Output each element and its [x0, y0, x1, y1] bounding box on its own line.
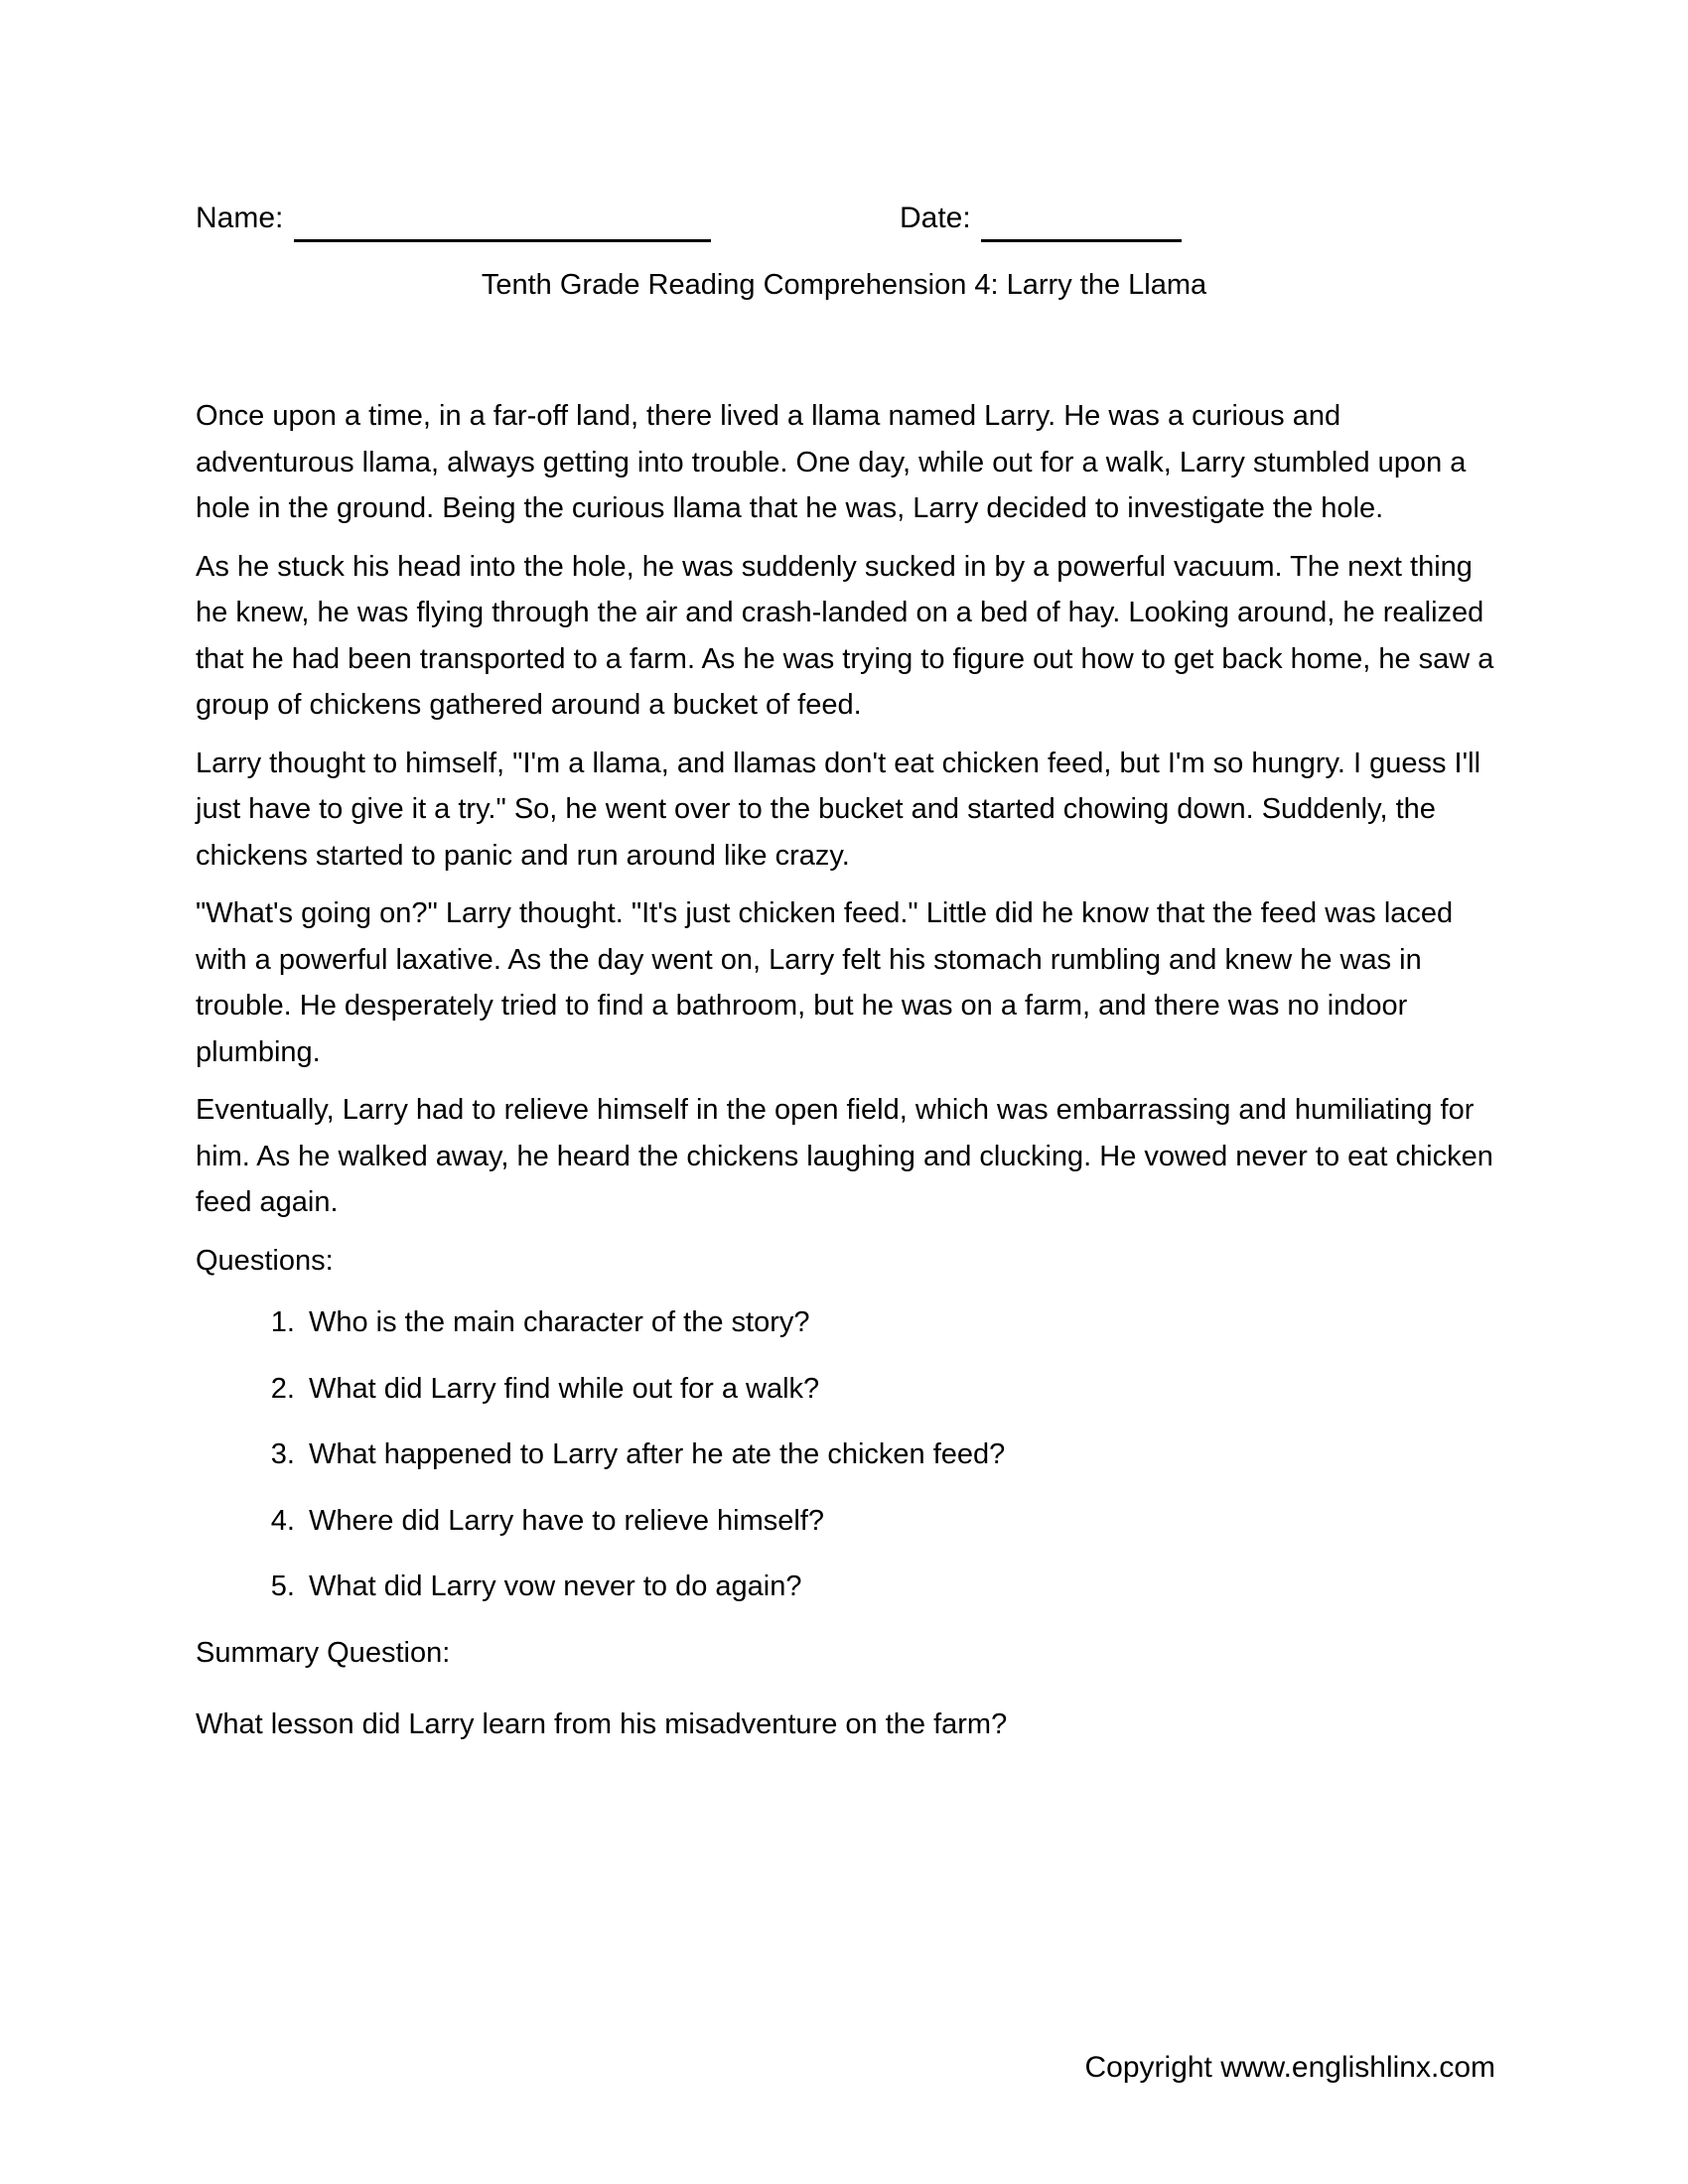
- name-blank-line: [294, 202, 711, 242]
- question-item: 1. Who is the main character of the story?: [303, 1299, 1498, 1346]
- questions-heading: Questions:: [196, 1244, 334, 1277]
- story-paragraph: Once upon a time, in a far-off land, there lived a llama named Larry. He was a curious and adventurous llama, always getting into trouble. One day, while out for a walk, Larry stumbled upon a hole in the ground. Being the curious llama that he was, Larry decided to investigate the hole.: [196, 400, 1467, 524]
- name-field-label: Name:: [196, 202, 284, 234]
- story-paragraph: As he stuck his head into the hole, he was suddenly sucked in by a powerful vacuum. The next thing he knew, he was flying through the air and crash-landed on a bed of hay. Looking around, he realized that he had been transported to a farm. As he was trying to figure out how to get back home, he saw a group of chickens gathered around a bucket of feed.: [196, 550, 1494, 721]
- name-date-header: [0, 202, 1688, 249]
- question-item: 3. What happened to Larry after he ate the chicken feed?: [303, 1432, 1498, 1478]
- copyright-notice: Copyright www.englishlinx.com: [1084, 2051, 1495, 2084]
- story-paragraph: "What's going on?" Larry thought. "It's just chicken feed." Little did he know that the feed was laced with a powerful laxative. As the day went on, Larry felt his stomach rumbling and knew he was in trouble. He desperately tried to find a bathroom, but he was on a farm, and there was no indoor plumbing.: [196, 897, 1454, 1068]
- worksheet-title: Tenth Grade Reading Comprehension 4: Larry the Llama: [481, 269, 1207, 301]
- story-paragraph: Larry thought to himself, "I'm a llama, and llamas don't eat chicken feed, but I'm so hungry. I guess I'll just have to give it a try." So, he went over to the bucket and started chowing down. Suddenly, the chickens started to panic and run around like crazy.: [196, 747, 1481, 872]
- summary-question-heading: Summary Question:: [196, 1636, 451, 1669]
- question-item: 4. Where did Larry have to relieve himself?: [303, 1498, 1498, 1545]
- date-field-label: Date:: [900, 202, 971, 234]
- question-item: 2. What did Larry find while out for a walk?: [303, 1366, 1498, 1413]
- summary-question-text: What lesson did Larry learn from his misadventure on the farm?: [196, 1708, 1008, 1740]
- question-item: 5. What did Larry vow never to do again?: [303, 1564, 1498, 1610]
- questions-list: [196, 1299, 1498, 1610]
- worksheet-body: [196, 393, 1498, 1748]
- story-paragraph: Eventually, Larry had to relieve himself in the open field, which was embarrassing and humiliating for him. As he walked away, he heard the chickens laughing and clucking. He vowed never to eat chicken feed again.: [196, 1094, 1493, 1218]
- date-blank-line: [981, 202, 1182, 242]
